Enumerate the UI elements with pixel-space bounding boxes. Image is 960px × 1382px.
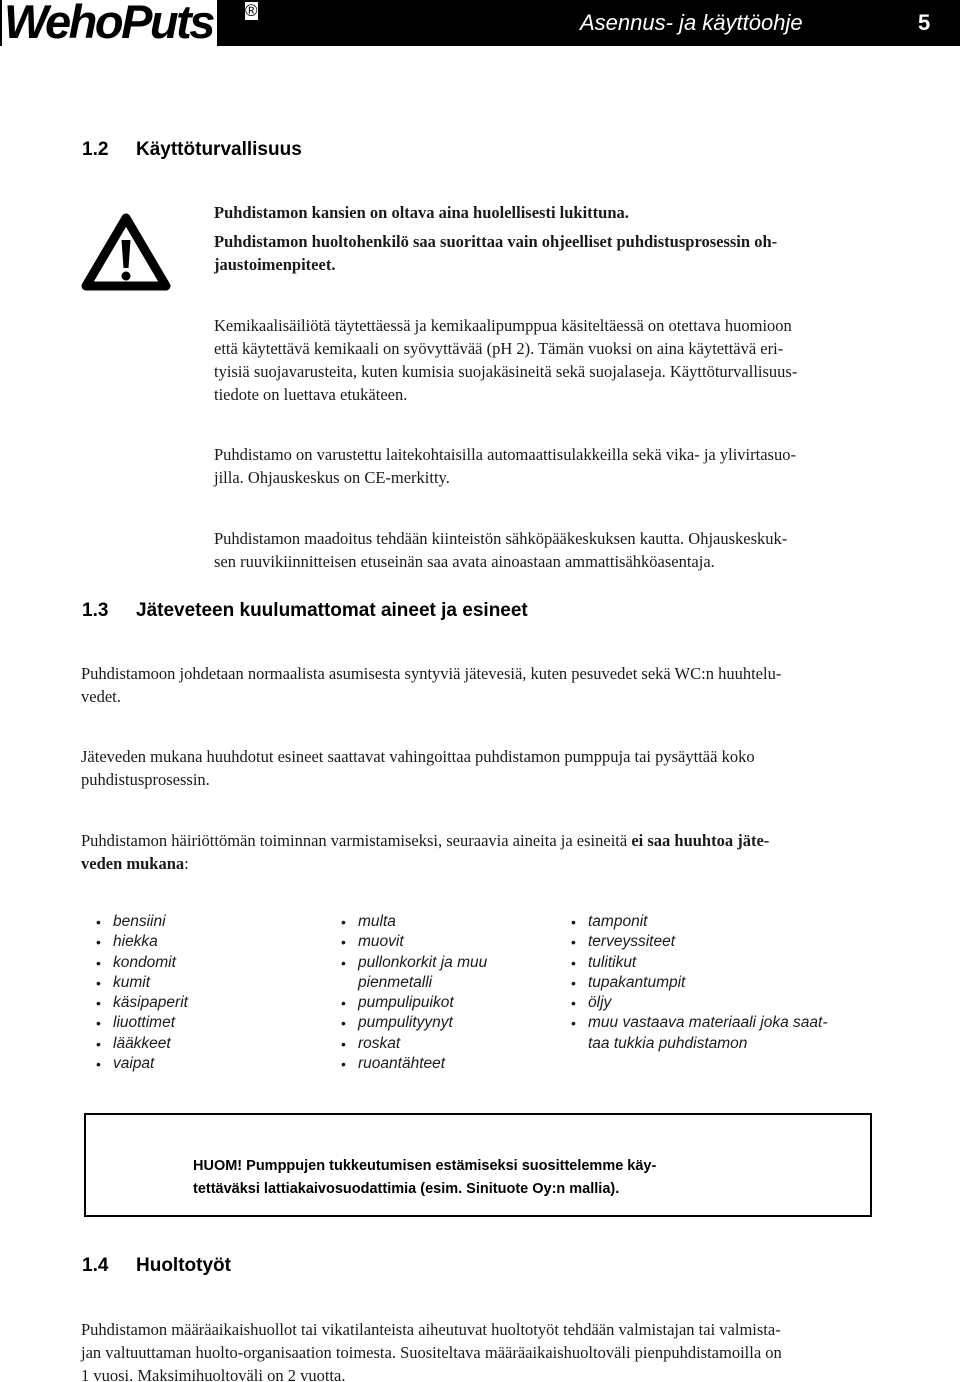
heading-title: Jäteveteen kuulumattomat aineet ja esineet [136, 600, 528, 621]
heading-1-3 [82, 600, 528, 622]
list-item: • lääkkeet [81, 1034, 188, 1054]
note-box [84, 1113, 872, 1217]
list-item: • hiekka [81, 932, 188, 952]
warning-text: Puhdistamon kansien on oltava aina huolellisesti lukittuna. Puhdistamon huoltohenkilö saa suorittaa vain ohjeelliset puhdistusprosessin oh- jaustoimenpiteet. [214, 203, 778, 274]
registered-mark: ® [245, 1, 258, 20]
wehoputs-logo: WehoPuts [2, 0, 217, 48]
damage-paragraph: Jäteveden mukana huuhdotut esineet saattavat vahingoittaa puhdistamon pumppuja tai pysäyttää koko puhdistusprosessin. [81, 747, 755, 789]
heading-number: 1.4 [82, 1255, 109, 1276]
list-item: • kumit [81, 973, 188, 993]
heading-title: Huoltotyöt [136, 1255, 231, 1276]
note-text: HUOM! Pumppujen tukkeutumisen estämiseksi suosittelemme käy- tettäväksi lattiakaivosuodattimia (esim. Sinituote Oy:n mallia). [193, 1158, 657, 1197]
list-item: • tamponit [556, 912, 828, 932]
heading-number: 1.2 [82, 139, 109, 160]
heading-1-2 [82, 139, 302, 161]
list-item: • kondomit [81, 953, 188, 973]
wastewater-paragraph: Puhdistamoon johdetaan normaalista asumisesta syntyviä jätevesiä, kuten pesuvedet sekä WC:n huuhtelu- vedet. [81, 664, 782, 706]
grounding-paragraph: Puhdistamon maadoitus tehdään kiinteistön sähköpääkeskuksen kautta. Ohjauskeskuk- sen ruuvikiinnitteisen etuseinän saa avata ainoastaan ammattisähköasentaja. [214, 529, 788, 571]
heading-1-4 [82, 1255, 231, 1277]
list-item: • tupakantumpit [556, 973, 828, 993]
forbidden-list-col-3 [556, 912, 828, 1054]
list-item: • ruoantähteet [326, 1054, 487, 1074]
equipment-paragraph: Puhdistamo on varustettu laitekohtaisilla automaattisulakkeilla sekä vika- ja ylivirtasuo- jilla. Ohjauskeskus on CE-merkitty. [214, 445, 796, 487]
list-item-continuation: taa tukkia puhdistamon [588, 1034, 748, 1052]
list-item: • pumpulipuikot [326, 993, 487, 1013]
forbidden-list-col-2 [326, 912, 487, 1074]
list-item: • pullonkorkit ja muu [326, 953, 487, 973]
list-item: • muovit [326, 932, 487, 952]
forbidden-list-col-1 [81, 912, 188, 1074]
maintenance-paragraph: Puhdistamon määräaikaishuollot tai vikatilanteista aiheutuvat huoltotyöt tehdään valmistajan tai valmista- jan valtuuttaman huolto-organisaation toimesta. Suositeltava määräaikaishuoltoväli pienpuhdistamoilla on 1 vuosi. Maksimihuoltoväli on 2 vuotta. [81, 1320, 782, 1382]
list-item: • pumpulityynyt [326, 1013, 487, 1033]
list-item: • multa [326, 912, 487, 932]
list-item: • muu vastaava materiaali joka saat- [556, 1013, 828, 1033]
page-number: 5 [918, 10, 931, 35]
list-item: • öljy [556, 993, 828, 1013]
list-item: • terveyssiteet [556, 932, 828, 952]
forbidden-intro-paragraph: Puhdistamon häiriöttömän toiminnan varmistamiseksi, seuraavia aineita ja esineitä ei saa huuhtoa jäte- veden mukana: [81, 831, 770, 873]
warning-triangle-icon [80, 210, 172, 292]
list-item: • liuottimet [81, 1013, 188, 1033]
list-item: • käsipaperit [81, 993, 188, 1013]
list-item: • roskat [326, 1034, 487, 1054]
list-item-continuation: pienmetalli [358, 973, 433, 991]
list-item: • bensiini [81, 912, 188, 932]
list-item: • vaipat [81, 1054, 188, 1074]
heading-title: Käyttöturvallisuus [136, 139, 302, 160]
document-title: Asennus- ja käyttöohje [580, 10, 803, 35]
chemical-paragraph: Kemikaalisäiliötä täytettäessä ja kemikaalipumppua käsiteltäessä on otettava huomioon että käytettävä kemikaali on syövyttävää (pH 2). Tämän vuoksi on aina käytettävä eri- tyisiä suojavarusteita, kuten kumisia suojakäsineitä sekä suojalaseja. Käyttöturvallisuus- tiedote on luettava etukäteen. [214, 316, 798, 404]
list-item: • tulitikut [556, 953, 828, 973]
heading-number: 1.3 [82, 600, 109, 621]
